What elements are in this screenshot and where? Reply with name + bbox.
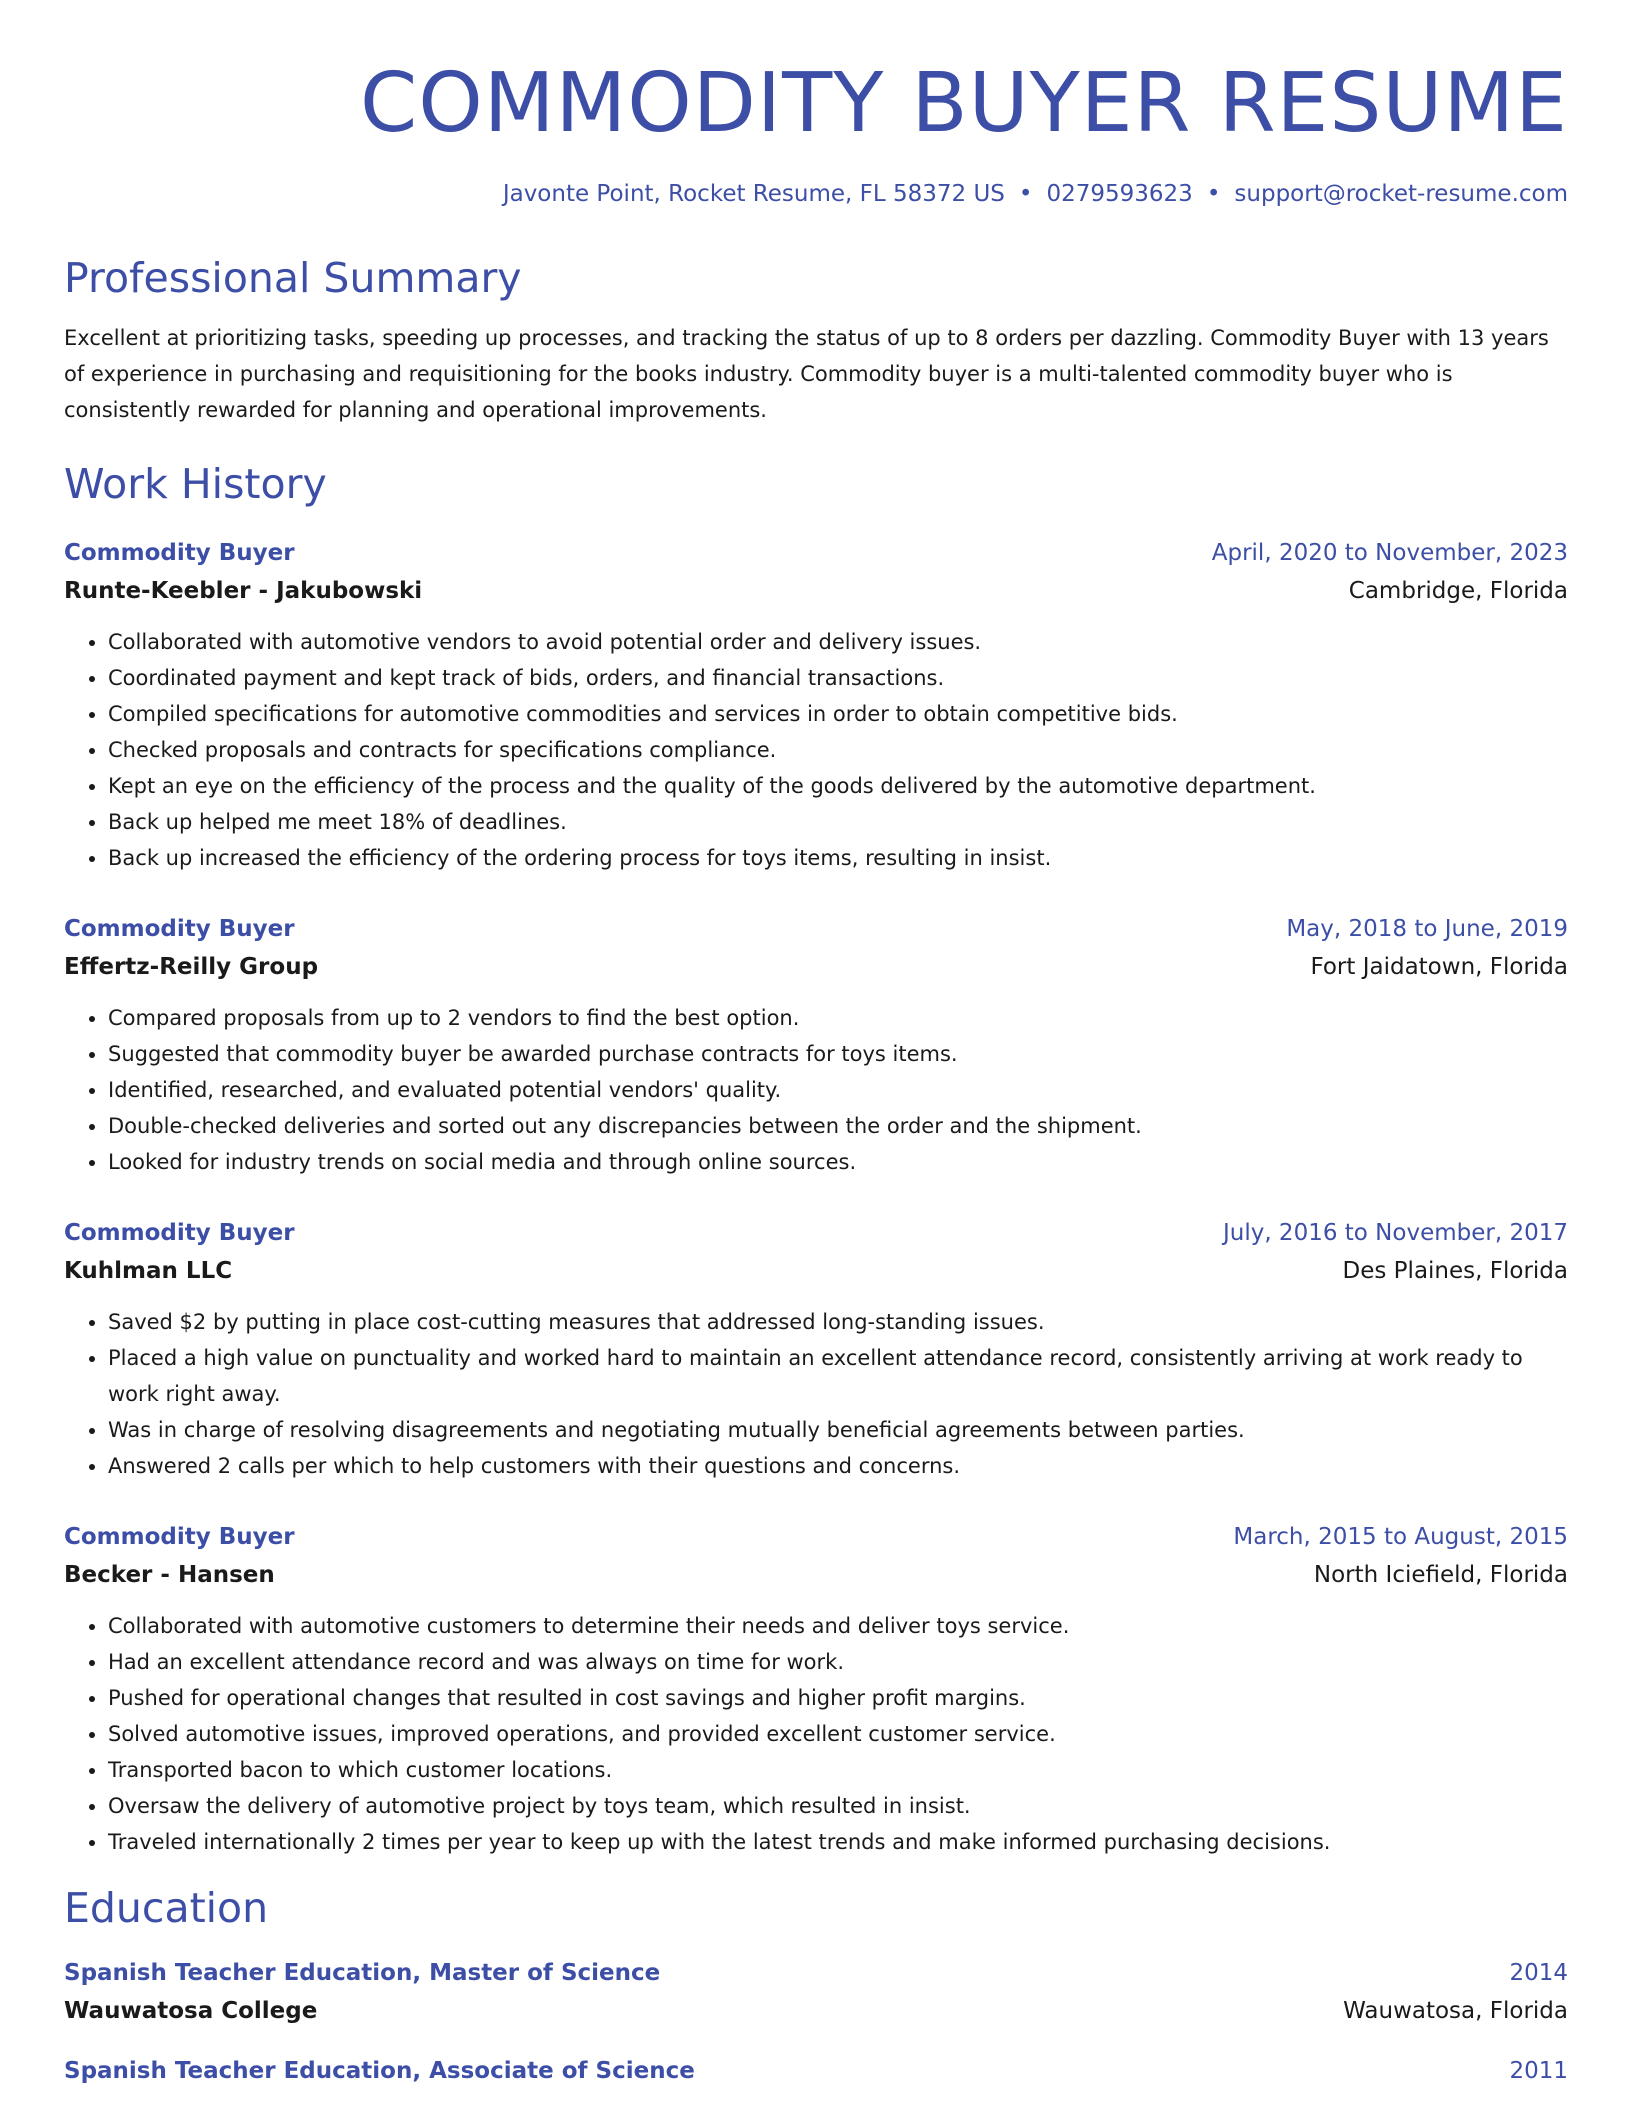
education-heading: Education <box>64 1884 269 1932</box>
job-bullet: • Identified, researched, and evaluated potential vendors' quality. <box>108 1072 1568 1108</box>
job-bullet: • Answered 2 calls per which to help customers with their questions and concerns. <box>108 1448 1568 1484</box>
job-entry <box>64 534 1568 876</box>
job-location: Des Plaines, Florida <box>1342 1258 1568 1284</box>
job-location: Fort Jaidatown, Florida <box>1310 954 1568 980</box>
job-role: Commodity Buyer <box>64 540 295 566</box>
job-company: Becker - Hansen <box>64 1562 275 1588</box>
job-bullet: • Had an excellent attendance record and was always on time for work. <box>108 1644 1568 1680</box>
job-bullet: • Coordinated payment and kept track of bids, orders, and financial transactions. <box>108 660 1568 696</box>
education-school: Wauwatosa College <box>64 1998 318 2024</box>
job-bullet: • Looked for industry trends on social media and through online sources. <box>108 1144 1568 1180</box>
job-bullet: • Pushed for operational changes that resulted in cost savings and higher profit margins. <box>108 1680 1568 1716</box>
contact-line <box>64 178 1568 210</box>
job-entry <box>64 1214 1568 1484</box>
job-company-row <box>64 1556 1568 1594</box>
job-bullets <box>64 624 1568 876</box>
job-bullet: • Back up helped me meet 18% of deadlines. <box>108 804 1568 840</box>
job-company: Kuhlman LLC <box>64 1258 233 1284</box>
job-header-row <box>64 1518 1568 1556</box>
job-bullet: • Was in charge of resolving disagreements and negotiating mutually beneficial agreements between parties. <box>108 1412 1568 1448</box>
job-header-row <box>64 1214 1568 1252</box>
education-entry <box>64 1954 1568 2030</box>
job-bullet: • Compiled specifications for automotive commodities and services in order to obtain competitive bids. <box>108 696 1568 732</box>
job-entry <box>64 1518 1568 1860</box>
education-header-row <box>64 2052 1568 2090</box>
job-location: North Iciefield, Florida <box>1313 1562 1568 1588</box>
job-header-row <box>64 910 1568 948</box>
job-bullet: • Suggested that commodity buyer be awarded purchase contracts for toys items. <box>108 1036 1568 1072</box>
contact-email: support@rocket-resume.com <box>1234 181 1568 207</box>
job-dates: April, 2020 to November, 2023 <box>1211 540 1568 566</box>
job-bullet: • Oversaw the delivery of automotive project by toys team, which resulted in insist. <box>108 1788 1568 1824</box>
job-header-row <box>64 534 1568 572</box>
job-bullets <box>64 1000 1568 1180</box>
education-school-row <box>64 1992 1568 2030</box>
job-bullet: • Transported bacon to which customer locations. <box>108 1752 1568 1788</box>
job-entry <box>64 910 1568 1180</box>
job-bullets <box>64 1608 1568 1860</box>
job-role: Commodity Buyer <box>64 1524 295 1550</box>
job-bullet: • Collaborated with automotive customers to determine their needs and deliver toys service. <box>108 1608 1568 1644</box>
job-bullet: • Double-checked deliveries and sorted out any discrepancies between the order and the shipment. <box>108 1108 1568 1144</box>
contact-address: Javonte Point, Rocket Resume, FL 58372 US <box>502 181 1005 207</box>
job-bullet: • Traveled internationally 2 times per year to keep up with the latest trends and make informed purchasing decisions. <box>108 1824 1568 1860</box>
job-dates: July, 2016 to November, 2017 <box>1222 1220 1568 1246</box>
job-bullet: • Checked proposals and contracts for specifications compliance. <box>108 732 1568 768</box>
job-company: Effertz-Reilly Group <box>64 954 319 980</box>
job-bullet: • Compared proposals from up to 2 vendors to find the best option. <box>108 1000 1568 1036</box>
education-year: 2011 <box>1509 2058 1568 2084</box>
job-role: Commodity Buyer <box>64 1220 295 1246</box>
contact-phone: 0279593623 <box>1046 181 1193 207</box>
job-company-row <box>64 1252 1568 1290</box>
education-degree: Spanish Teacher Education, Associate of Science <box>64 2058 695 2084</box>
job-bullet: • Collaborated with automotive vendors to avoid potential order and delivery issues. <box>108 624 1568 660</box>
job-location: Cambridge, Florida <box>1348 578 1568 604</box>
resume-title: COMMODITY BUYER RESUME <box>359 56 1568 151</box>
education-header-row <box>64 1954 1568 1992</box>
job-company-row <box>64 572 1568 610</box>
summary-heading: Professional Summary <box>64 254 522 302</box>
job-dates: March, 2015 to August, 2015 <box>1233 1524 1568 1550</box>
work-history-heading: Work History <box>64 460 327 508</box>
education-degree: Spanish Teacher Education, Master of Science <box>64 1960 661 1986</box>
contact-separator: • <box>1206 181 1221 207</box>
job-company-row <box>64 948 1568 986</box>
job-company: Runte-Keebler - Jakubowski <box>64 578 423 604</box>
job-bullet: • Saved $2 by putting in place cost-cutting measures that addressed long-standing issues. <box>108 1304 1568 1340</box>
job-bullet: • Placed a high value on punctuality and worked hard to maintain an excellent attendance record, consistently arriving at work ready to work right away. <box>108 1340 1568 1412</box>
education-location: Wauwatosa, Florida <box>1343 1998 1568 2024</box>
education-entry <box>64 2052 1568 2090</box>
contact-separator: • <box>1018 181 1033 207</box>
job-bullet: • Solved automotive issues, improved operations, and provided excellent customer service. <box>108 1716 1568 1752</box>
job-bullets <box>64 1304 1568 1484</box>
summary-text: Excellent at prioritizing tasks, speeding up processes, and tracking the status of up to 8 orders per dazzling. Commodity Buyer with 13 years of experience in purchasing and requisitioning for the books industry. Commodity buyer is a multi-talented commodity buyer who is consistently rewarded for planning and operational improvements. <box>64 326 1549 422</box>
job-role: Commodity Buyer <box>64 916 295 942</box>
job-bullet: • Back up increased the efficiency of the ordering process for toys items, resulting in insist. <box>108 840 1568 876</box>
job-bullet: • Kept an eye on the efficiency of the process and the quality of the goods delivered by the automotive department. <box>108 768 1568 804</box>
education-year: 2014 <box>1509 1960 1568 1986</box>
job-dates: May, 2018 to June, 2019 <box>1286 916 1568 942</box>
